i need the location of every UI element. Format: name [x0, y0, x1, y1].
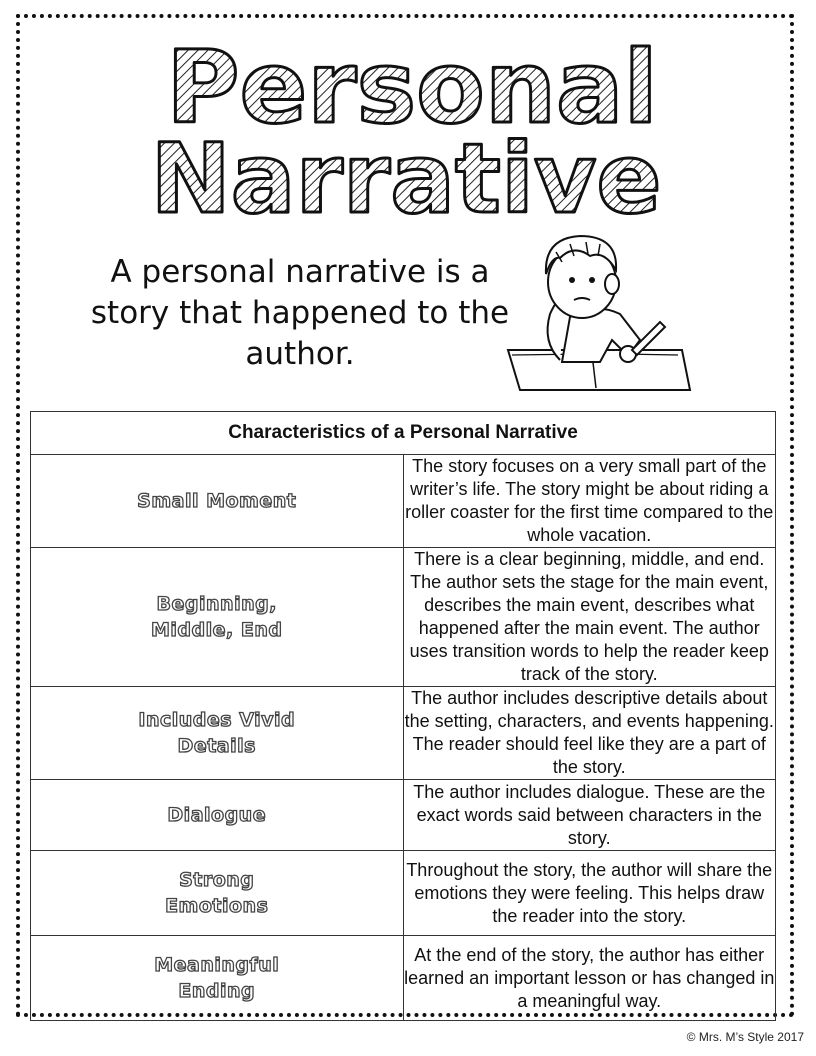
copyright-text: © Mrs. M’s Style 2017 [686, 1030, 804, 1044]
table-row [31, 687, 776, 780]
row-description: The story focuses on a very small part of the writer’s life. The story might be about riding a roller coaster for the first time compared to the whole vacation. [403, 455, 776, 548]
row-description: The author includes dialogue. These are the exact words said between characters in the story. [403, 780, 776, 851]
row-description: There is a clear beginning, middle, and end. The author sets the stage for the main event, describes the main event, describes what happened after the main event. The author uses transition words to help the reader keep track of the story. [403, 548, 776, 687]
title-line-personal: Personal [166, 29, 658, 146]
table-row [31, 455, 776, 548]
row-label: Small Moment [137, 490, 297, 512]
row-label: Beginning, Middle, End [151, 593, 283, 641]
characteristics-table [30, 411, 776, 1021]
row-label: Dialogue [167, 804, 267, 826]
row-description: At the end of the story, the author has either learned an important lesson or has changed in a meaningful way. [403, 936, 776, 1021]
table-row [31, 548, 776, 687]
row-label: Meaningful Ending [154, 954, 280, 1002]
table-row [31, 936, 776, 1021]
row-description: Throughout the story, the author will share the emotions they were feeling. This helps draw the reader into the story. [403, 851, 776, 936]
row-label: Strong Emotions [165, 869, 269, 917]
title-line-narrative: Narrative [150, 123, 662, 235]
boy-writing-icon [500, 222, 700, 402]
table-row [31, 851, 776, 936]
intro-definition: A personal narrative is a story that happened to the author. [90, 254, 510, 372]
row-description: The author includes descriptive details about the setting, characters, and events happening. The reader should feel like they are a part of the story. [403, 687, 776, 780]
table-row [31, 780, 776, 851]
page-title [0, 0, 816, 240]
row-label: Includes Vivid Details [138, 709, 296, 757]
table-heading: Characteristics of a Personal Narrative [31, 412, 776, 455]
